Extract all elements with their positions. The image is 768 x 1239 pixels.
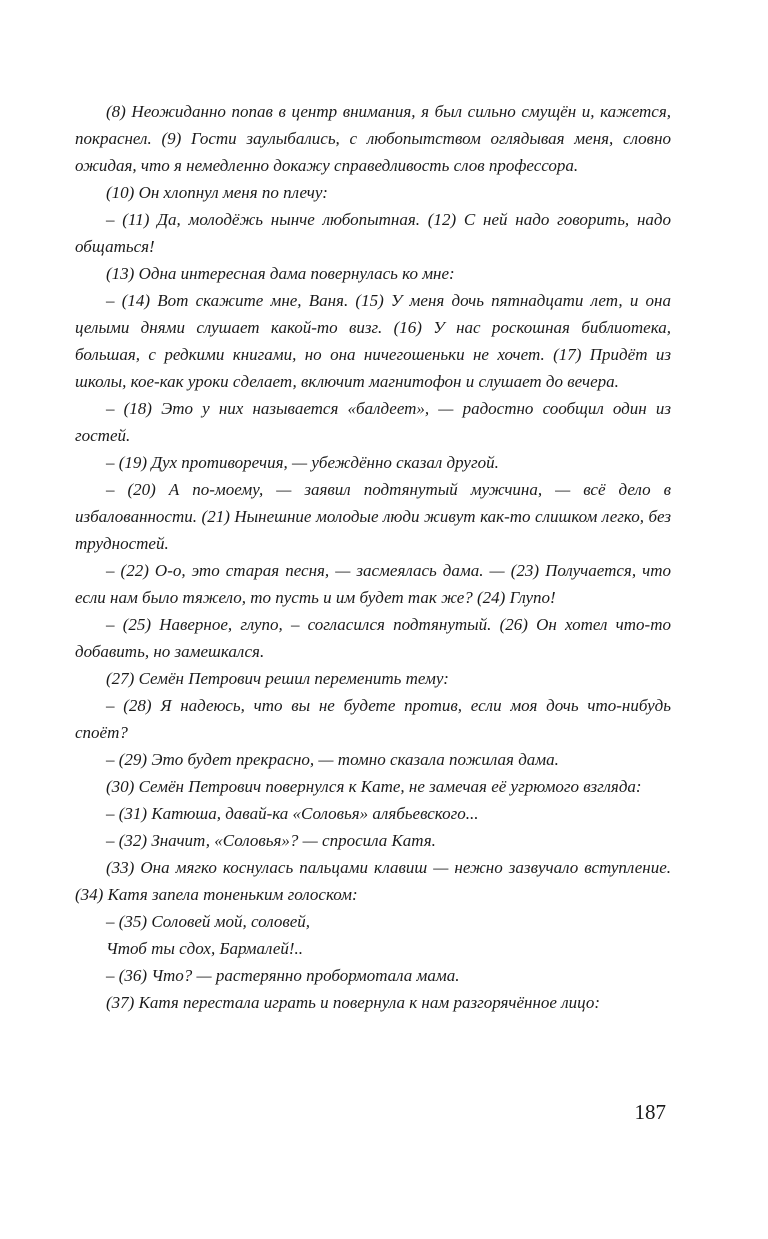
paragraph: (8) Неожиданно попав в центр внимания, я был сильно смущён и, кажется, покраснел. (9) Гости заулыбались, с любопытством оглядывая меня, словно ожидая, что я немедленно докажу справедливость слов профессора. xyxy=(75,102,671,175)
page-number: 187 xyxy=(634,1100,666,1124)
paragraph: – (20) А по-моему, — заявил подтянутый мужчина, — всё дело в избалованности. (21) Нынешние молодые люди живут как-то слишком легко, без трудностей. xyxy=(75,480,671,553)
paragraph: (37) Катя перестала играть и повернула к нам разгорячённое лицо: xyxy=(106,993,601,1012)
paragraph: – (14) Вот скажите мне, Ваня. (15) У меня дочь пятнадцати лет, и она целыми днями слушает какой-то визг. (16) У нас роскошная библиотека, большая, с редкими книгами, но она ничегошеньки не хочет. (17) Придёт из школы, кое-как уроки сделает, включит магнитофон и слушает до вечера. xyxy=(75,291,671,391)
paragraph: – (11) Да, молодёжь нынче любопытная. (12) С ней надо говорить, надо общаться! xyxy=(75,210,671,256)
paragraph: – (28) Я надеюсь, что вы не будете против, если моя дочь что-нибудь споёт? xyxy=(75,696,671,742)
paragraph: – (25) Наверное, глупо, – согласился подтянутый. (26) Он хотел что-то добавить, но замешкался. xyxy=(75,615,671,661)
paragraph: – (35) Соловей мой, соловей, xyxy=(106,912,310,931)
paragraph: – (29) Это будет прекрасно, — томно сказала пожилая дама. xyxy=(106,750,559,769)
paragraph: – (32) Значит, «Соловья»? — спросила Катя. xyxy=(106,831,436,850)
paragraph: (13) Одна интересная дама повернулась ко мне: xyxy=(106,264,455,283)
paragraph: – (19) Дух противоречия, — убеждённо сказал другой. xyxy=(106,453,499,472)
page-text xyxy=(75,98,671,1016)
paragraph: (27) Семён Петрович решил переменить тему: xyxy=(106,669,449,688)
paragraph: – (18) Это у них называется «балдеет», — радостно сообщил один из гостей. xyxy=(75,399,671,445)
paragraph: – (36) Что? — растерянно пробормотала мама. xyxy=(106,966,460,985)
paragraph: – (22) О-о, это старая песня, — засмеялась дама. — (23) Получается, что если нам было тяжело, то пусть и им будет так же? (24) Глупо! xyxy=(75,561,671,607)
paragraph: (33) Она мягко коснулась пальцами клавиш — нежно зазвучало вступление. (34) Катя запела тоненьким голоском: xyxy=(75,858,671,904)
paragraph: (10) Он хлопнул меня по плечу: xyxy=(106,183,328,202)
paragraph: (30) Семён Петрович повернулся к Кате, не замечая её угрюмого взгляда: xyxy=(106,777,642,796)
paragraph: Чтоб ты сдох, Бармалей!.. xyxy=(106,939,304,958)
paragraph: – (31) Катюша, давай-ка «Соловья» алябьевского... xyxy=(106,804,479,823)
